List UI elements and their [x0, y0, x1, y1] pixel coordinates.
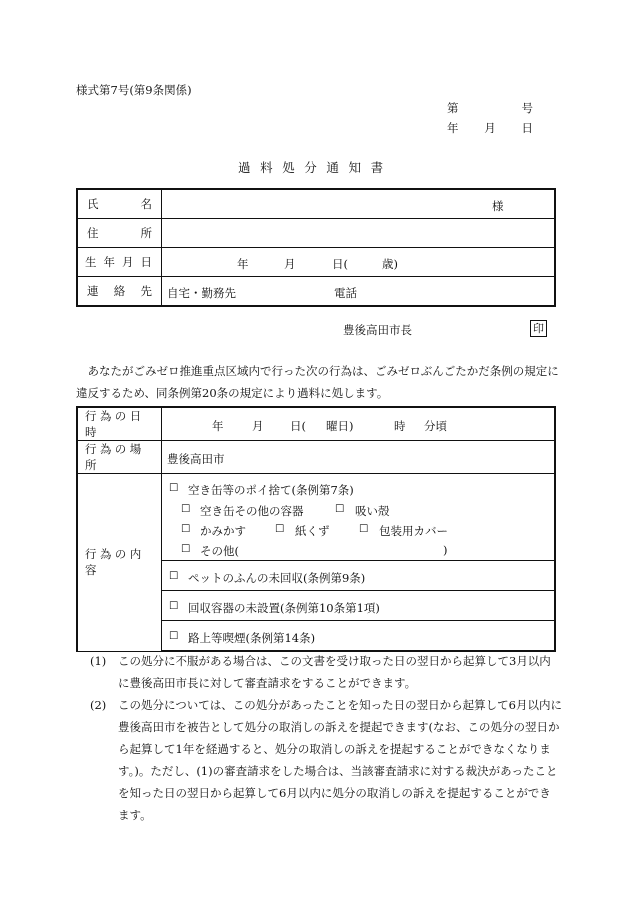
cigarette-checkbox[interactable]: ☐: [335, 503, 345, 515]
wrapper-checkbox[interactable]: ☐: [359, 523, 369, 535]
address-field[interactable]: [162, 219, 556, 248]
birthdate-field[interactable]: [162, 248, 556, 277]
container-option: [162, 591, 556, 621]
birthdate-label-char: 生: [85, 255, 97, 269]
birth-year: 年: [237, 257, 249, 271]
act-hour: 時: [394, 419, 406, 433]
other-close: ): [443, 543, 448, 557]
contact-label-char: 連: [87, 284, 99, 298]
paper-label: 紙くず: [295, 524, 330, 538]
container-checkbox[interactable]: ☐: [169, 600, 179, 612]
act-datetime-label: [77, 407, 162, 441]
act-content-label: [77, 474, 162, 652]
contact-label-char: 先: [140, 284, 152, 298]
contact-phone: 電話: [334, 286, 357, 300]
date-month: 月: [484, 121, 496, 135]
intro-paragraph: あなたがごみゼロ推進重点区域内で行った次の行為は、ごみゼロぶんごたかだ条例の規定に違反するため、同条例第20条の規定により過料に処します。: [76, 364, 559, 400]
smoking-option: [162, 621, 556, 652]
can-label: 空き缶その他の容器: [200, 504, 304, 518]
litter-option-group: [162, 474, 556, 561]
number-suffix: 号: [521, 101, 533, 115]
wrapper-label: 包装用カバー: [379, 524, 448, 538]
act-place-text: 行為の場所: [85, 442, 145, 472]
pet-option: [162, 561, 556, 591]
act-year: 年: [212, 419, 224, 433]
other-label: その他(: [200, 544, 239, 558]
seal-mark: 印: [530, 320, 547, 337]
name-label-char: 氏: [87, 197, 99, 211]
contact-label-char: 絡: [113, 284, 126, 298]
birthdate-label-cell: [77, 248, 162, 277]
act-datetime-text: 行為の日時: [85, 409, 145, 439]
act-place-value: 豊後高田市: [167, 452, 225, 466]
name-label-cell: [77, 189, 162, 219]
name-label-char: 名: [140, 197, 152, 211]
litter-label: 空き缶等のポイ捨て(条例第7条): [188, 483, 354, 497]
gum-checkbox[interactable]: ☐: [181, 523, 191, 535]
date-day: 日: [521, 121, 533, 135]
act-datetime-field[interactable]: [162, 407, 556, 441]
pet-label: ペットのふんの未回収(条例第9条): [188, 571, 366, 585]
contact-field[interactable]: [162, 277, 556, 307]
pet-checkbox[interactable]: ☐: [169, 570, 179, 582]
can-checkbox[interactable]: ☐: [181, 503, 191, 515]
birth-day: 日(: [332, 257, 348, 271]
smoking-checkbox[interactable]: ☐: [169, 630, 179, 642]
act-month: 月: [252, 419, 264, 433]
notes-section: [76, 650, 562, 826]
birthdate-label-char: 月: [122, 255, 134, 269]
address-label-char: 住: [87, 226, 99, 240]
name-field[interactable]: [162, 189, 556, 219]
recipient-table: [76, 188, 556, 307]
note-number: (2): [90, 698, 107, 712]
litter-checkbox[interactable]: ☐: [169, 482, 179, 494]
note-number: (1): [90, 654, 107, 668]
name-honorific: 様: [492, 199, 504, 213]
cigarette-label: 吸い殻: [355, 504, 390, 518]
act-minute: 分頃: [424, 419, 447, 433]
contact-label-cell: [77, 277, 162, 307]
birthdate-label-char: 年: [103, 255, 115, 269]
act-weekday: 曜日): [326, 419, 354, 433]
violation-table: [76, 406, 556, 652]
address-label-char: 所: [140, 226, 152, 240]
contact-home-work: 自宅・勤務先: [167, 286, 236, 300]
issuer-mayor: 豊後高田市長: [343, 323, 412, 337]
note-text: この処分については、この処分があったことを知った日の翌日から起算して6月以内に豊後高田市を被告として処分の取消しの訴えを提起できます(なお、この処分の翌日から起算して1年を経過すると、処分の取消しの訴えを提起することができなくなります。)。ただし、(1)の審査請求をした場合は、当該審査請求に対する裁決があったことを知った日の翌日から起算して6月以内に処分の取消しの訴えを提起することができます。: [118, 698, 562, 822]
date-year: 年: [447, 121, 459, 135]
address-label-cell: [77, 219, 162, 248]
document-title: 過料処分通知書: [238, 160, 393, 175]
birthdate-label-char: 日: [140, 255, 152, 269]
container-label: 回収容器の未設置(条例第10条第1項): [188, 601, 380, 615]
act-content-text: 行為の内容: [85, 547, 145, 578]
gum-label: かみかす: [200, 524, 246, 538]
note-item: [76, 694, 562, 826]
form-number-label: 様式第7号(第9条関係): [76, 83, 192, 97]
act-place-label: [77, 441, 162, 474]
document-number-field: [447, 103, 533, 115]
paper-checkbox[interactable]: ☐: [275, 523, 285, 535]
act-day: 日(: [290, 419, 306, 433]
other-checkbox[interactable]: ☐: [181, 543, 191, 555]
note-text: この処分に不服がある場合は、この文書を受け取った日の翌日から起算して3月以内に豊後高田市長に対して審査請求をすることができます。: [118, 654, 551, 690]
issue-date-field: [447, 123, 533, 135]
smoking-label: 路上等喫煙(条例第14条): [188, 631, 316, 645]
birth-month: 月: [284, 257, 296, 271]
note-item: [76, 650, 562, 694]
number-prefix: 第: [447, 101, 459, 115]
birth-age: 歳): [382, 257, 398, 271]
act-place-field[interactable]: [162, 441, 556, 474]
